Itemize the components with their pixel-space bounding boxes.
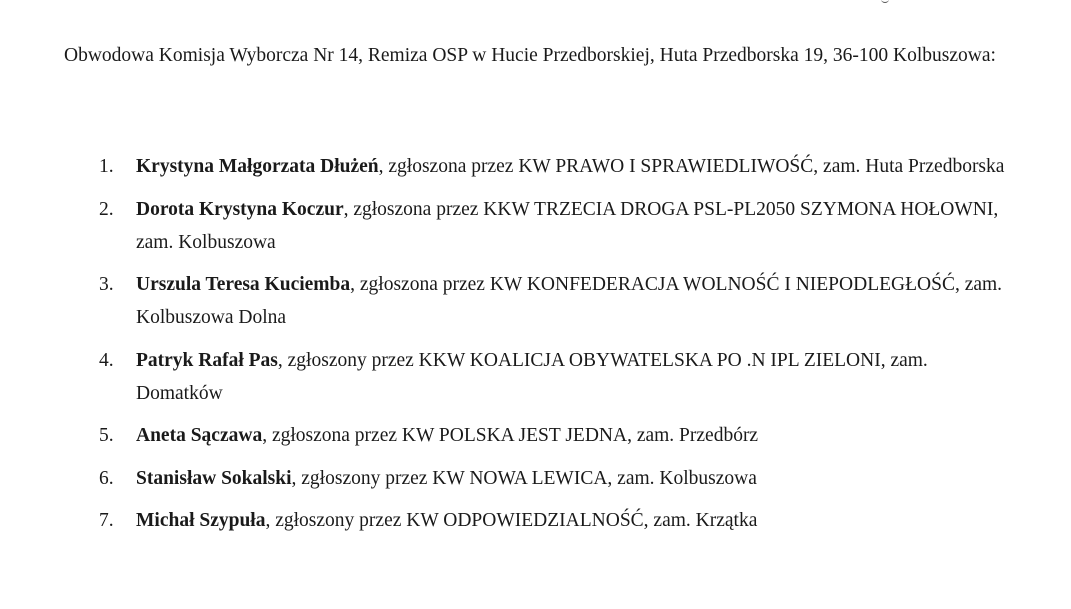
candidate-details: , zgłoszona przez KW PRAWO I SPRAWIEDLIWOŚĆ, zam. Huta Przedborska	[378, 156, 1005, 177]
candidate-name: Dorota Krystyna Koczur	[136, 198, 344, 220]
candidate-number: 1.	[99, 156, 114, 177]
candidate-item	[0, 193, 1006, 259]
candidate-name: Aneta Sączawa	[136, 425, 263, 446]
candidate-number: 2.	[99, 198, 114, 220]
candidate-name: Urszula Teresa Kuciemba	[136, 274, 351, 295]
candidate-item	[0, 419, 1006, 452]
candidate-details: , zgłoszony przez KW NOWA LEWICA, zam. Kolbuszowa	[291, 467, 757, 489]
candidate-name: Michał Szypuła	[136, 510, 266, 531]
page-edge-mark	[881, 0, 889, 3]
candidate-details: , zgłoszona przez KW KONFEDERACJA WOLNOŚĆ I NIEPODLEGŁOŚĆ, zam. Kolbuszowa Dolna	[136, 274, 1003, 328]
candidate-details: , zgłoszona przez KKW TRZECIA DROGA PSL-PL2050 SZYMONA HOŁOWNI, zam. Kolbuszowa	[136, 198, 999, 253]
candidate-list	[0, 150, 1071, 547]
candidate-number: 7.	[99, 510, 114, 531]
candidate-item	[0, 150, 1006, 183]
candidate-number: 5.	[99, 425, 114, 446]
candidate-details: , zgłoszona przez KW POLSKA JEST JEDNA, zam. Przedbórz	[262, 425, 759, 446]
commission-heading: Obwodowa Komisja Wyborcza Nr 14, Remiza OSP w Hucie Przedborskiej, Huta Przedborska 19, 36-100 Kolbuszowa:	[64, 45, 996, 66]
candidate-name: Stanisław Sokalski	[136, 467, 292, 489]
candidate-number: 4.	[99, 349, 114, 371]
candidate-name: Krystyna Małgorzata Dłużeń	[136, 156, 379, 177]
candidate-item	[0, 268, 1006, 334]
candidate-details: , zgłoszony przez KKW KOALICJA OBYWATELSKA PO .N IPL ZIELONI, zam. Domatków	[136, 349, 928, 404]
candidate-item	[0, 504, 1006, 537]
candidate-number: 6.	[99, 467, 114, 489]
candidate-number: 3.	[99, 274, 114, 295]
candidate-item	[0, 344, 1006, 410]
candidate-item	[0, 462, 1006, 495]
candidate-details: , zgłoszony przez KW ODPOWIEDZIALNOŚĆ, zam. Krzątka	[265, 510, 758, 531]
candidate-name: Patryk Rafał Pas	[136, 349, 278, 371]
